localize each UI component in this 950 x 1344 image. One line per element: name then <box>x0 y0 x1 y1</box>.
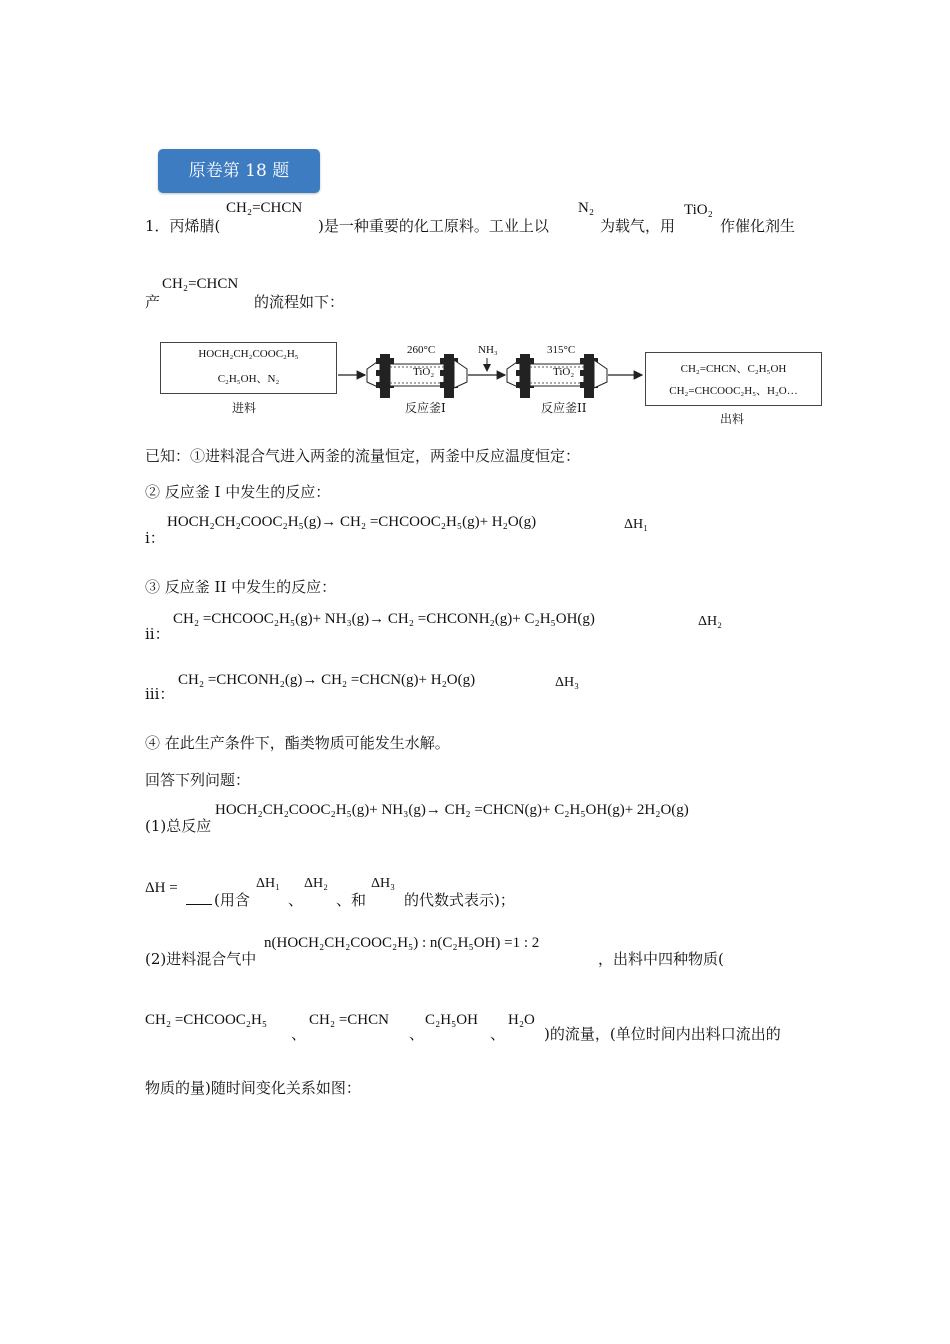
reaction-ii-label: ii： <box>145 625 170 643</box>
answer-blank-1[interactable] <box>186 888 212 907</box>
species-acrylonitrile: CH₂ =CHCN <box>309 1012 389 1028</box>
dh2-label: ΔH₂ <box>698 614 722 629</box>
part2-label: (2)进料混合气中 <box>145 950 257 968</box>
feed-line-2: C₂H₅OH、N₂ <box>217 373 280 385</box>
reaction-iii-equation: CH₂ =CHCONH₂(g)→ CH₂ =CHCN(g)+ H₂O(g) <box>178 672 476 688</box>
part1-label: (1)总反应 <box>145 817 212 835</box>
part1-dh1: ΔH₁ <box>256 876 280 891</box>
feed-ratio-formula: n(HOCH₂CH₂COOC₂H₅) : n(C₂H₅OH) =1 : 2 <box>264 935 540 951</box>
dh3-label: ΔH₃ <box>555 675 579 690</box>
formula-acrylonitrile: CH₂=CHCN <box>226 200 303 216</box>
feed-box <box>160 342 337 394</box>
output-box <box>645 352 822 406</box>
species-sep-1: 、 <box>291 1025 307 1043</box>
reaction-i-equation: HOCH₂CH₂COOC₂H₅(g)→ CH₂ =CHCOOC₂H₅(g)+ H₂O(g) <box>167 514 537 530</box>
reactor-2-catalyst: TiO₂ <box>553 366 575 378</box>
reactor-1-catalyst: TiO₂ <box>413 366 435 378</box>
species-ethanol: C₂H₅OH <box>425 1012 478 1028</box>
reaction-ii-equation: CH₂ =CHCOOC₂H₅(g)+ NH₃(g)→ CH₂ =CHCONH₂(g)+ C₂H₅OH(g) <box>173 611 595 627</box>
part1-sep-2: 、和 <box>336 891 367 909</box>
part1-dh3: ΔH₃ <box>371 876 395 891</box>
known-3: ③ 反应釜 II 中发生的反应： <box>145 578 337 596</box>
formula-tio2: TiO₂ <box>684 202 713 218</box>
part1-text-2: 的代数式表示)； <box>404 891 515 909</box>
question-source-badge: 原卷第 18 题 <box>158 149 320 193</box>
dh1-label: ΔH₁ <box>624 517 648 532</box>
species-water: H₂O <box>508 1012 535 1028</box>
feed-line-1: HOCH₂CH₂COOC₂H₅ <box>198 348 299 360</box>
part1-dh2: ΔH₂ <box>304 876 328 891</box>
q1-text-3: 作催化剂生 <box>720 217 796 235</box>
q1-lead: 1．丙烯腈( <box>145 217 221 235</box>
part1-sep-1: 、 <box>288 891 304 909</box>
nh3-label: NH₃ <box>478 344 498 356</box>
total-reaction-equation: HOCH₂CH₂COOC₂H₅(g)+ NH₃(g)→ CH₂ =CHCN(g)+ C₂H₅OH(g)+ 2H₂O(g) <box>215 802 689 818</box>
q1-text-5: 的流程如下： <box>254 293 345 311</box>
formula-n2: N₂ <box>578 200 595 216</box>
reactor-2-caption: 反应釜II <box>541 401 587 415</box>
output-line-1: CH₂=CHCN、C₂H₅OH <box>680 363 787 375</box>
reaction-iii-label: iii： <box>145 685 175 703</box>
dh-total-label: ΔH = <box>145 880 178 896</box>
known-1: 已知：①进料混合气进入两釜的流量恒定，两釜中反应温度恒定： <box>145 447 581 465</box>
formula-acrylonitrile-2: CH₂=CHCN <box>162 276 239 292</box>
q1-text-1: )是一种重要的化工原料。工业上以 <box>318 217 549 235</box>
reactor-1-caption: 反应釜I <box>405 401 446 415</box>
part2-text-2: )的流量，(单位时间内出料口流出的 <box>544 1025 781 1043</box>
q1-text-2: 为载气，用 <box>600 217 676 235</box>
species-sep-3: 、 <box>490 1025 506 1043</box>
feed-caption: 进料 <box>232 401 257 415</box>
answer-prompt: 回答下列问题： <box>145 771 251 789</box>
part1-text-1: (用含 <box>214 891 250 909</box>
species-ethyl-acrylate: CH₂ =CHCOOC₂H₅ <box>145 1012 268 1028</box>
reaction-i-label: i： <box>145 529 165 547</box>
known-4: ④ 在此生产条件下，酯类物质可能发生水解。 <box>145 734 450 752</box>
species-sep-2: 、 <box>409 1025 425 1043</box>
output-caption: 出料 <box>720 412 745 426</box>
reactor-1-temp: 260°C <box>407 344 436 356</box>
part2-text-3: 物质的量)随时间变化关系如图： <box>145 1079 361 1097</box>
reactor-2-temp: 315°C <box>547 344 576 356</box>
output-line-2: CH₂=CHCOOC₂H₅、H₂O… <box>669 385 798 397</box>
known-2: ② 反应釜 I 中发生的反应： <box>145 483 331 501</box>
part2-text-1: ，出料中四种物质( <box>598 950 724 968</box>
q1-text-4: 产 <box>145 293 161 311</box>
